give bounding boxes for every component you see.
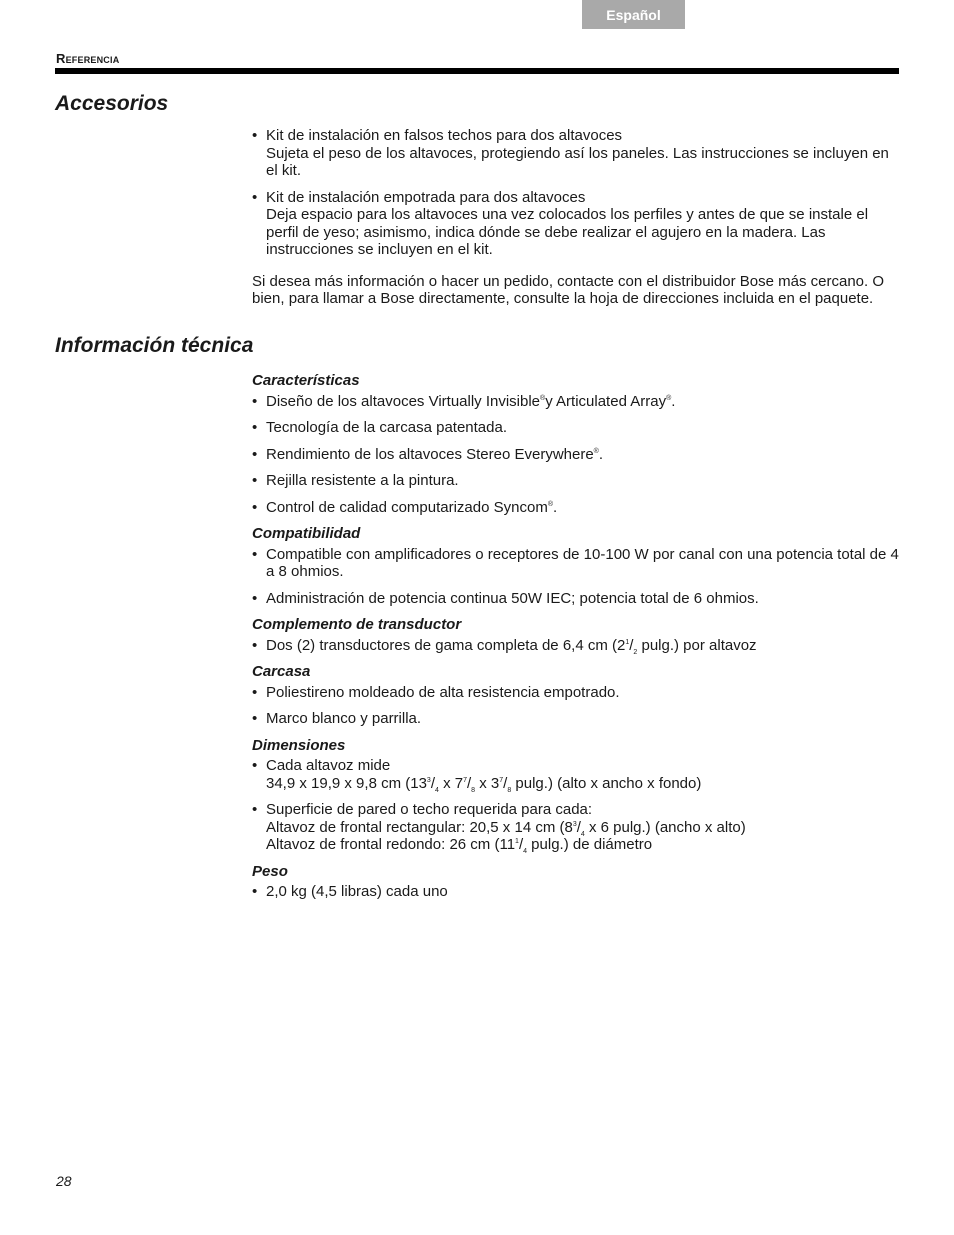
list-item bbox=[252, 757, 900, 792]
list-item bbox=[252, 883, 900, 901]
item-name: • Kit de instalación empotrada para dos altavoces bbox=[266, 188, 586, 206]
list-item bbox=[252, 637, 900, 655]
fraction-numerator: 3 bbox=[572, 820, 577, 828]
section-label: Referencia bbox=[56, 51, 120, 66]
item-text: Diseño de los altavoces Virtually Invisible bbox=[266, 392, 541, 410]
dimension-line bbox=[266, 775, 900, 793]
item-text: pulg.) por altavoz bbox=[637, 636, 757, 654]
fraction-slash: / bbox=[467, 774, 472, 792]
item-text: x 3 bbox=[475, 774, 500, 792]
fraction-slash: / bbox=[576, 818, 581, 836]
caracteristicas-heading: Características bbox=[252, 372, 360, 389]
list-item bbox=[252, 419, 900, 437]
item-text: . bbox=[553, 498, 558, 516]
accesorios-heading: Accesorios bbox=[55, 92, 169, 115]
item-text: Control de calidad computarizado Syncom bbox=[266, 498, 548, 516]
fraction-denominator: 4 bbox=[523, 848, 528, 855]
registered-mark: ® bbox=[547, 500, 553, 508]
fraction-slash: / bbox=[518, 836, 524, 853]
item-text: . bbox=[671, 392, 676, 410]
item-text: pulg.) (alto x ancho x fondo) bbox=[511, 774, 702, 792]
item-text: Poliestireno moldeado de alta resistencia empotrado. bbox=[266, 683, 620, 701]
item-text: Tecnología de la carcasa patentada. bbox=[266, 419, 508, 436]
dimension-line bbox=[266, 819, 900, 837]
list-item bbox=[252, 546, 900, 581]
fraction-numerator: 7 bbox=[499, 776, 504, 784]
dimensiones-heading: Dimensiones bbox=[252, 736, 346, 754]
list-item bbox=[252, 499, 900, 517]
list-item bbox=[252, 710, 900, 728]
item-text: pulg.) de diámetro bbox=[527, 836, 653, 853]
item-text: 34,9 x 19,9 x 9,8 cm (13 bbox=[266, 774, 427, 792]
list-item bbox=[252, 393, 900, 411]
fraction-denominator: 4 bbox=[580, 830, 585, 838]
item-text: y Articulated Array bbox=[545, 392, 667, 410]
page-number: 28 bbox=[56, 1173, 72, 1189]
list-item bbox=[252, 189, 900, 259]
item-text: . bbox=[598, 445, 604, 463]
fraction-denominator: 2 bbox=[633, 648, 638, 656]
item-text: • Cada altavoz mide bbox=[266, 757, 391, 774]
fraction-numerator: 1 bbox=[515, 838, 519, 845]
item-text: Altavoz de frontal rectangular: 20,5 x 14 cm (8 bbox=[266, 818, 573, 836]
item-text: • Superficie de pared o techo requerida para cada: bbox=[266, 801, 593, 818]
tech-heading: Información técnica bbox=[55, 334, 254, 357]
item-text: Marco blanco y parrilla. bbox=[266, 710, 422, 727]
fraction-slash: / bbox=[629, 636, 634, 654]
list-item bbox=[252, 684, 900, 702]
item-text: Administración de potencia continua 50W IEC; potencia total de 6 ohmios. bbox=[266, 589, 759, 607]
fraction-slash: / bbox=[430, 774, 435, 792]
registered-mark: ® bbox=[593, 447, 599, 455]
item-text: 2,0 kg (4,5 libras) cada uno bbox=[266, 883, 448, 900]
fraction-numerator: 7 bbox=[463, 776, 467, 784]
fraction-numerator: 1 bbox=[625, 638, 630, 646]
transductor-heading: Complemento de transductor bbox=[252, 616, 462, 633]
item-name: • Kit de instalación en falsos techos para dos altavoces bbox=[266, 127, 623, 144]
item-text: Rendimiento de los altavoces Stereo Everywhere bbox=[266, 445, 594, 463]
dimension-line bbox=[266, 836, 900, 854]
header-rule bbox=[55, 68, 899, 74]
item-description: Sujeta el peso de los altavoces, protegiendo así los paneles. Las instrucciones se incluyen en el kit. bbox=[266, 144, 889, 179]
peso-heading: Peso bbox=[252, 862, 288, 880]
item-text: x 7 bbox=[438, 774, 464, 792]
carcasa-heading: Carcasa bbox=[252, 663, 311, 680]
tech-section bbox=[252, 372, 900, 910]
item-text: x 6 pulg.) (ancho x alto) bbox=[584, 818, 746, 836]
accesorios-section bbox=[252, 127, 900, 308]
list-item bbox=[252, 590, 900, 608]
fraction-denominator: 4 bbox=[435, 786, 439, 794]
registered-mark: ® bbox=[666, 394, 672, 402]
item-text: Altavoz de frontal redondo: 26 cm (11 bbox=[266, 836, 516, 853]
list-item bbox=[252, 801, 900, 854]
list-item bbox=[252, 127, 900, 180]
item-text: Compatible con amplificadores o receptores de 10-100 W por canal con una potencia total de 4 a 8 ohmios. bbox=[266, 545, 899, 580]
contact-paragraph: Si desea más información o hacer un pedido, contacte con el distribuidor Bose más cercano. O bien, para llamar a Bose directamente, consulte la hoja de direcciones incluida en el paquete. bbox=[252, 272, 885, 307]
list-item bbox=[252, 446, 900, 464]
item-description: Deja espacio para los altavoces una vez colocados los perfiles y antes de que se instale el perfil de yeso; asimismo, indica dónde se debe realizar el agujero en la madera. Las instrucciones se incluyen en el kit. bbox=[266, 206, 869, 258]
registered-mark: ® bbox=[540, 394, 546, 402]
fraction-denominator: 8 bbox=[507, 786, 512, 794]
list-item bbox=[252, 472, 900, 490]
fraction-denominator: 8 bbox=[471, 786, 476, 794]
item-text: Rejilla resistente a la pintura. bbox=[266, 472, 459, 489]
language-tab[interactable]: Español bbox=[582, 0, 685, 29]
fraction-numerator: 3 bbox=[426, 776, 431, 784]
item-text: Dos (2) transductores de gama completa de 6,4 cm (2 bbox=[266, 636, 626, 654]
compatibilidad-heading: Compatibilidad bbox=[252, 525, 361, 542]
fraction-slash: / bbox=[503, 774, 508, 792]
